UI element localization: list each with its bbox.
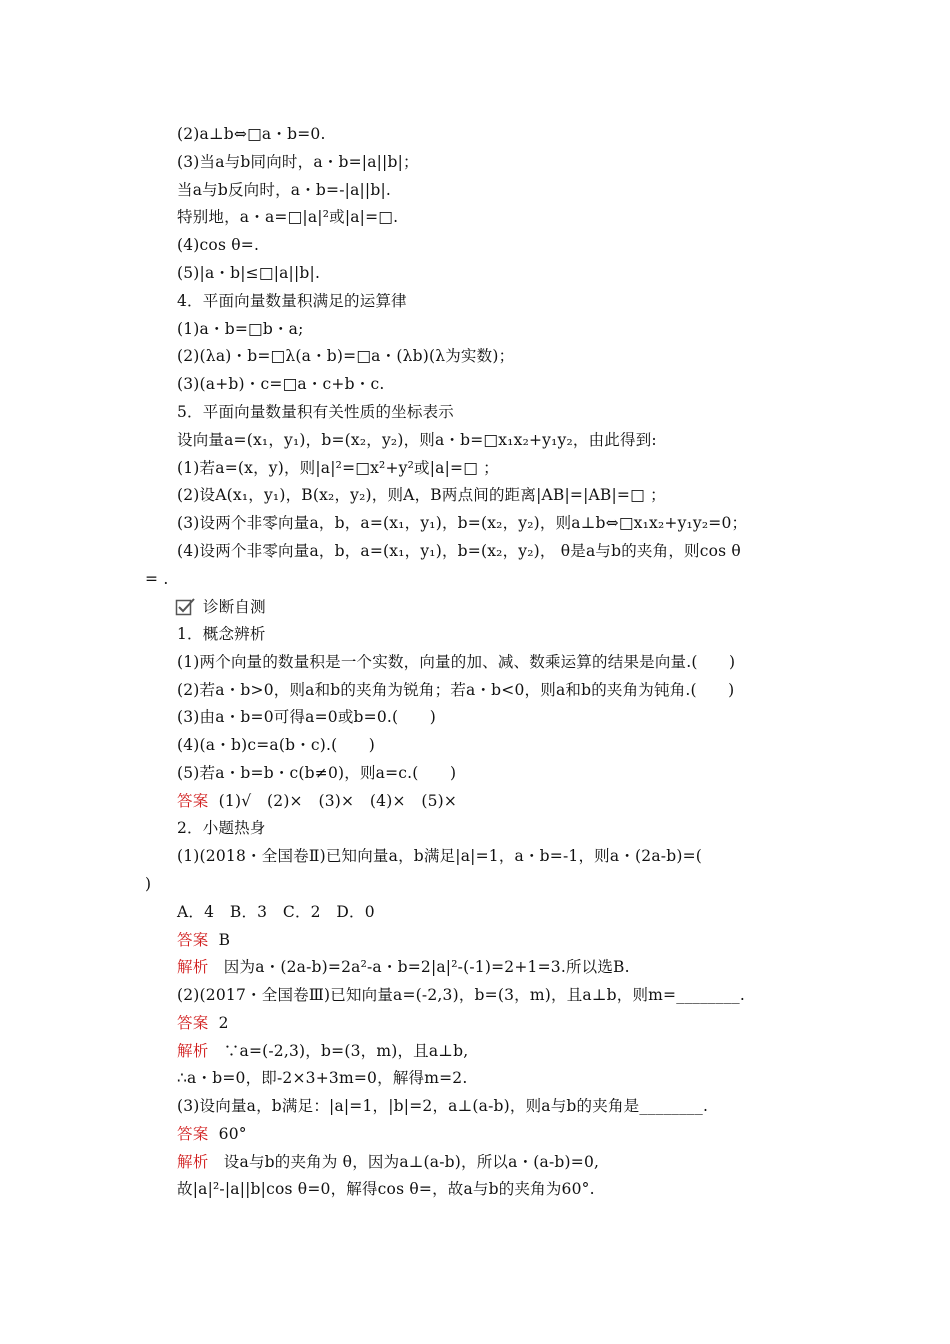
analysis-label: 解析 [177, 1153, 209, 1171]
q1-analysis: 因为a・(2a-b)=2a²-a・b=2|a|²-(-1)=2+1=3.所以选B. [223, 958, 630, 976]
q3-line: (3)设向量a，b满足：|a|=1，|b|=2，a⊥(a-b)，则a与b的夹角是________. [177, 1097, 709, 1115]
concept-item-1: (1)两个向量的数量积是一个实数，向量的加、减、数乘运算的结果是向量.( ) [177, 653, 736, 671]
s5-line-4: (3)设两个非零向量a，b，a=(x₁，y₁)，b=(x₂，y₂)，则a⊥b⇔□x₁x₂+y₁y₂=0； [177, 514, 748, 532]
s3-line-cos: (4)cos θ=. [177, 236, 260, 254]
q2-analysis-2: ∴a・b=0，即-2×3+3m=0，解得m=2. [177, 1069, 468, 1087]
section4-title: 4．平面向量数量积满足的运算律 [177, 292, 407, 310]
checkbox-pen-icon [175, 597, 197, 617]
analysis-label: 解析 [177, 1042, 209, 1060]
s3-line-same-direction: (3)当a与b同向时，a・b=|a||b|； [177, 153, 419, 171]
q3-answer: 60° [218, 1125, 247, 1143]
s4-line-2: (2)(λa)・b=□λ(a・b)=□a・(λb)(λ为实数)； [177, 347, 515, 365]
analysis-label: 解析 [177, 958, 209, 976]
diagnosis-heading [175, 597, 266, 617]
q3-analysis-2: 故|a|²-|a||b|cos θ=0，解得cos θ=，故a与b的夹角为60°. [177, 1180, 595, 1198]
s3-line-special: 特别地，a・a=□|a|²或|a|=□. [177, 208, 399, 226]
s5-line-6: = . [145, 570, 169, 588]
q1-analysis-line [177, 957, 630, 977]
q3-analysis-1: 设a与b的夹角为 θ，因为a⊥(a-b)，所以a・(a-b)=0, [223, 1153, 600, 1171]
concept-answer: (1)√ (2)× (3)× (4)× (5)× [218, 792, 458, 810]
concept-item-2: (2)若a・b>0，则a和b的夹角为锐角；若a・b<0，则a和b的夹角为钝角.( ) [177, 681, 735, 699]
q2-answer-line [177, 1013, 229, 1033]
concept-title: 1．概念辨析 [177, 625, 266, 643]
s5-line-3: (2)设A(x₁，y₁)，B(x₂，y₂)，则A，B两点间的距离|AB|=|AB|=□ ； [177, 486, 666, 504]
q3-analysis-line [177, 1152, 599, 1172]
warmup-title: 2．小题热身 [177, 819, 266, 837]
q1-line-2: ) [145, 875, 152, 893]
diagnosis-heading-text: 诊断自测 [203, 598, 266, 616]
answer-label: 答案 [177, 1125, 209, 1143]
q1-answer-line [177, 930, 230, 950]
answer-label: 答案 [177, 1014, 209, 1032]
q2-line: (2)(2017・全国卷Ⅲ)已知向量a=(-2,3)，b=(3，m)，且a⊥b，则m=________. [177, 986, 745, 1004]
answer-label: 答案 [177, 792, 209, 810]
section5-title: 5．平面向量数量积有关性质的坐标表示 [177, 403, 454, 421]
s5-line-1: 设向量a=(x₁，y₁)，b=(x₂，y₂)，则a・b=□x₁x₂+y₁y₂，由此得到: [177, 431, 657, 449]
s3-line-perpendicular: (2)a⊥b⇔□a・b=0. [177, 125, 326, 143]
concept-answer-line [177, 791, 457, 811]
concept-item-4: (4)(a・b)c=a(b・c).( ) [177, 736, 376, 754]
q1-answer: B [218, 931, 231, 949]
q1-line-1: (1)(2018・全国卷Ⅱ)已知向量a，b满足|a|=1，a・b=-1，则a・(2a-b)=( [177, 847, 703, 865]
s5-line-2: (1)若a=(x，y)，则|a|²=□x²+y²或|a|=□ ； [177, 459, 499, 477]
s3-line-inequality: (5)|a・b|≤□|a||b|. [177, 264, 321, 282]
q2-analysis-1: ∵a=(-2,3)，b=(3，m)，且a⊥b, [223, 1042, 469, 1060]
concept-item-3: (3)由a・b=0可得a=0或b=0.( ) [177, 708, 436, 726]
answer-label: 答案 [177, 931, 209, 949]
s5-line-5: (4)设两个非零向量a，b，a=(x₁，y₁)，b=(x₂，y₂)， θ是a与b的夹角，则cos θ [177, 542, 741, 560]
concept-item-5: (5)若a・b=b・c(b≠0)，则a=c.( ) [177, 764, 457, 782]
q2-analysis-line [177, 1041, 468, 1061]
s3-line-opposite-direction: 当a与b反向时，a・b=-|a||b|. [177, 181, 392, 199]
q2-answer: 2 [218, 1014, 229, 1032]
s4-line-1: (1)a・b=□b・a; [177, 320, 304, 338]
s4-line-3: (3)(a+b)・c=□a・c+b・c. [177, 375, 385, 393]
q3-answer-line [177, 1124, 247, 1144]
q1-options: A．4 B．3 C．2 D．0 [177, 903, 375, 921]
